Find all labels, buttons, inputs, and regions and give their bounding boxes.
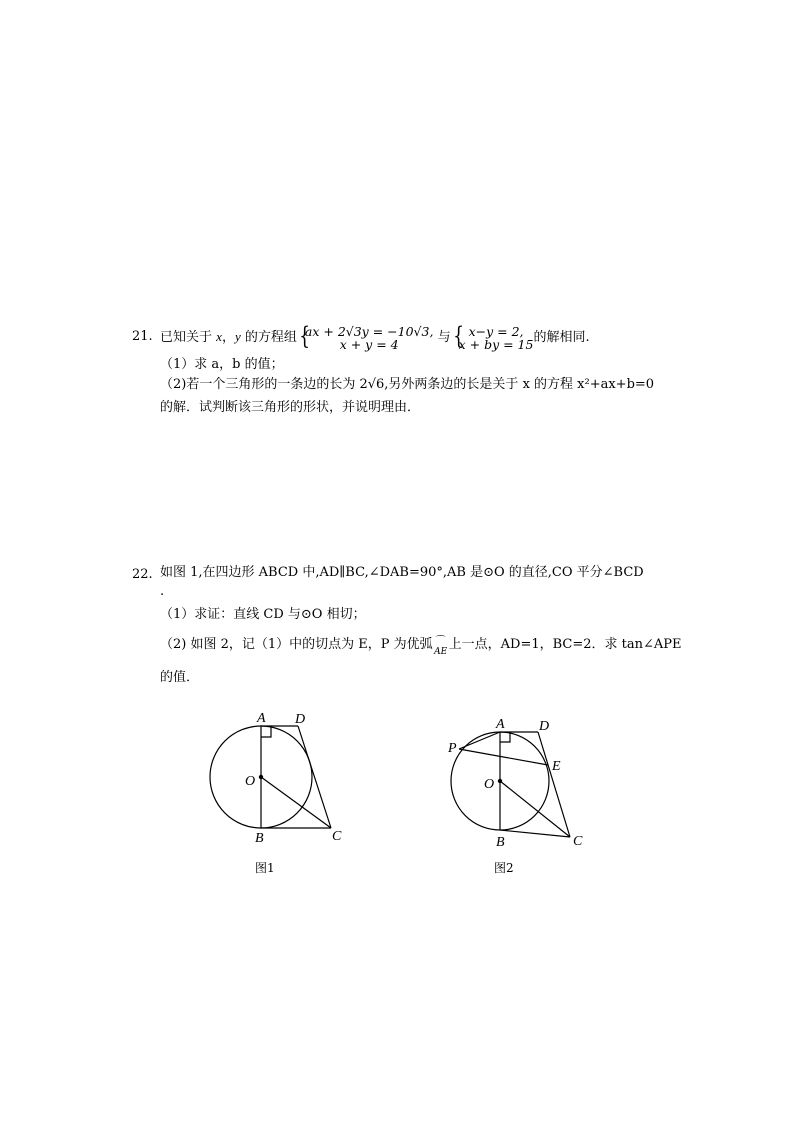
q22-part-2 [160, 637, 682, 660]
q21-number: 21. [132, 329, 153, 344]
q22-stem: 如图 1,在四边形 ABCD 中,AD∥BC,∠DAB=90°,AB 是⊙O 的直径,CO 平分∠BCD [160, 565, 644, 580]
q21-stem [160, 319, 590, 355]
figure-2-segment-oc [500, 781, 570, 837]
q21-system-1-row-1: ax + 2√3y = −10√3, [304, 323, 434, 339]
q21-system-1-row-2: x + y = 4 [339, 336, 399, 352]
q21-system-2: { x−y = 2, x + by = 15 [452, 321, 534, 352]
figure-2-segment-dc [538, 732, 570, 837]
figure-1-right-angle [261, 726, 271, 737]
figure-2-segment-pa [459, 732, 500, 749]
figure-2-segment-pe [459, 749, 548, 765]
q21-system-2-row-1: x−y = 2, [468, 323, 524, 339]
q21-part-2-cont: 的解．试判断该三角形的形状，并说明理由． [160, 400, 421, 415]
figure-2-label-a: A [496, 717, 505, 732]
q21-stem-c: 的解相同. [533, 330, 590, 345]
q21-system-2-row-2: x + by = 15 [458, 336, 534, 352]
q21-var-y: y [234, 329, 241, 344]
q21-stem-a: 已知关于 [160, 330, 213, 345]
figure-1-segment-oc [261, 777, 331, 828]
figure-1-label-b: B [255, 831, 264, 846]
figure-2-label-o: O [484, 777, 495, 792]
figure-1-drawing [210, 726, 331, 828]
q21-part-1: （1）求 a，b 的值； [160, 357, 284, 372]
figure-2-label-e: E [552, 759, 561, 774]
figure-1-label-a: A [257, 711, 266, 726]
q22-part-2-cont: 的值． [160, 670, 200, 685]
q22-part-2-a: （2) 如图 2，记（1）中的切点为 E，P 为优弧 [160, 637, 433, 652]
q22-number: 22. [132, 567, 153, 582]
figure-2-label-p: P [448, 741, 457, 756]
figure-2-drawing [451, 732, 570, 837]
q21-comma: ， [221, 330, 235, 345]
q22-stem-end: . [160, 584, 165, 599]
q21-stem-b: 的方程组 [244, 330, 297, 345]
figure-1-label-d: D [295, 712, 306, 727]
figure-2-center-dot [498, 779, 502, 783]
q21-with: 与 [437, 330, 451, 345]
figure-2-label-d: D [539, 719, 550, 734]
q22-part-2-b: 上一点，AD=1，BC=2．求 tan∠APE [448, 637, 682, 652]
figure-1-segment-dc [298, 726, 331, 828]
figure-2-segment-bc [500, 830, 570, 837]
figure-2-circle [451, 732, 549, 830]
figure-2-right-angle [500, 732, 510, 742]
q21-part-2: （2)若一个三角形的一条边的长为 2√6,另外两条边的长是关于 x 的方程 x²+ax+b=0 [160, 377, 655, 392]
figure-1-caption: 图1 [255, 861, 275, 875]
figure-1-label-o: O [245, 774, 256, 789]
q22-arc-ae: ⌒ AE [434, 636, 448, 657]
q21-system-1: { ax + 2√3y = −10√3, x + y = 4 [299, 321, 434, 352]
figure-1-center-dot [259, 775, 263, 779]
figure-2-label-b: B [496, 835, 505, 850]
figure-2-caption: 图2 [494, 861, 514, 875]
figure-1-label-c: C [332, 829, 342, 844]
figure-1-circle [210, 726, 312, 828]
q21-var-x: x [216, 329, 222, 344]
q22-part-1: （1）求证：直线 CD 与⊙O 相切； [160, 607, 366, 622]
figure-2-label-c: C [573, 834, 583, 849]
